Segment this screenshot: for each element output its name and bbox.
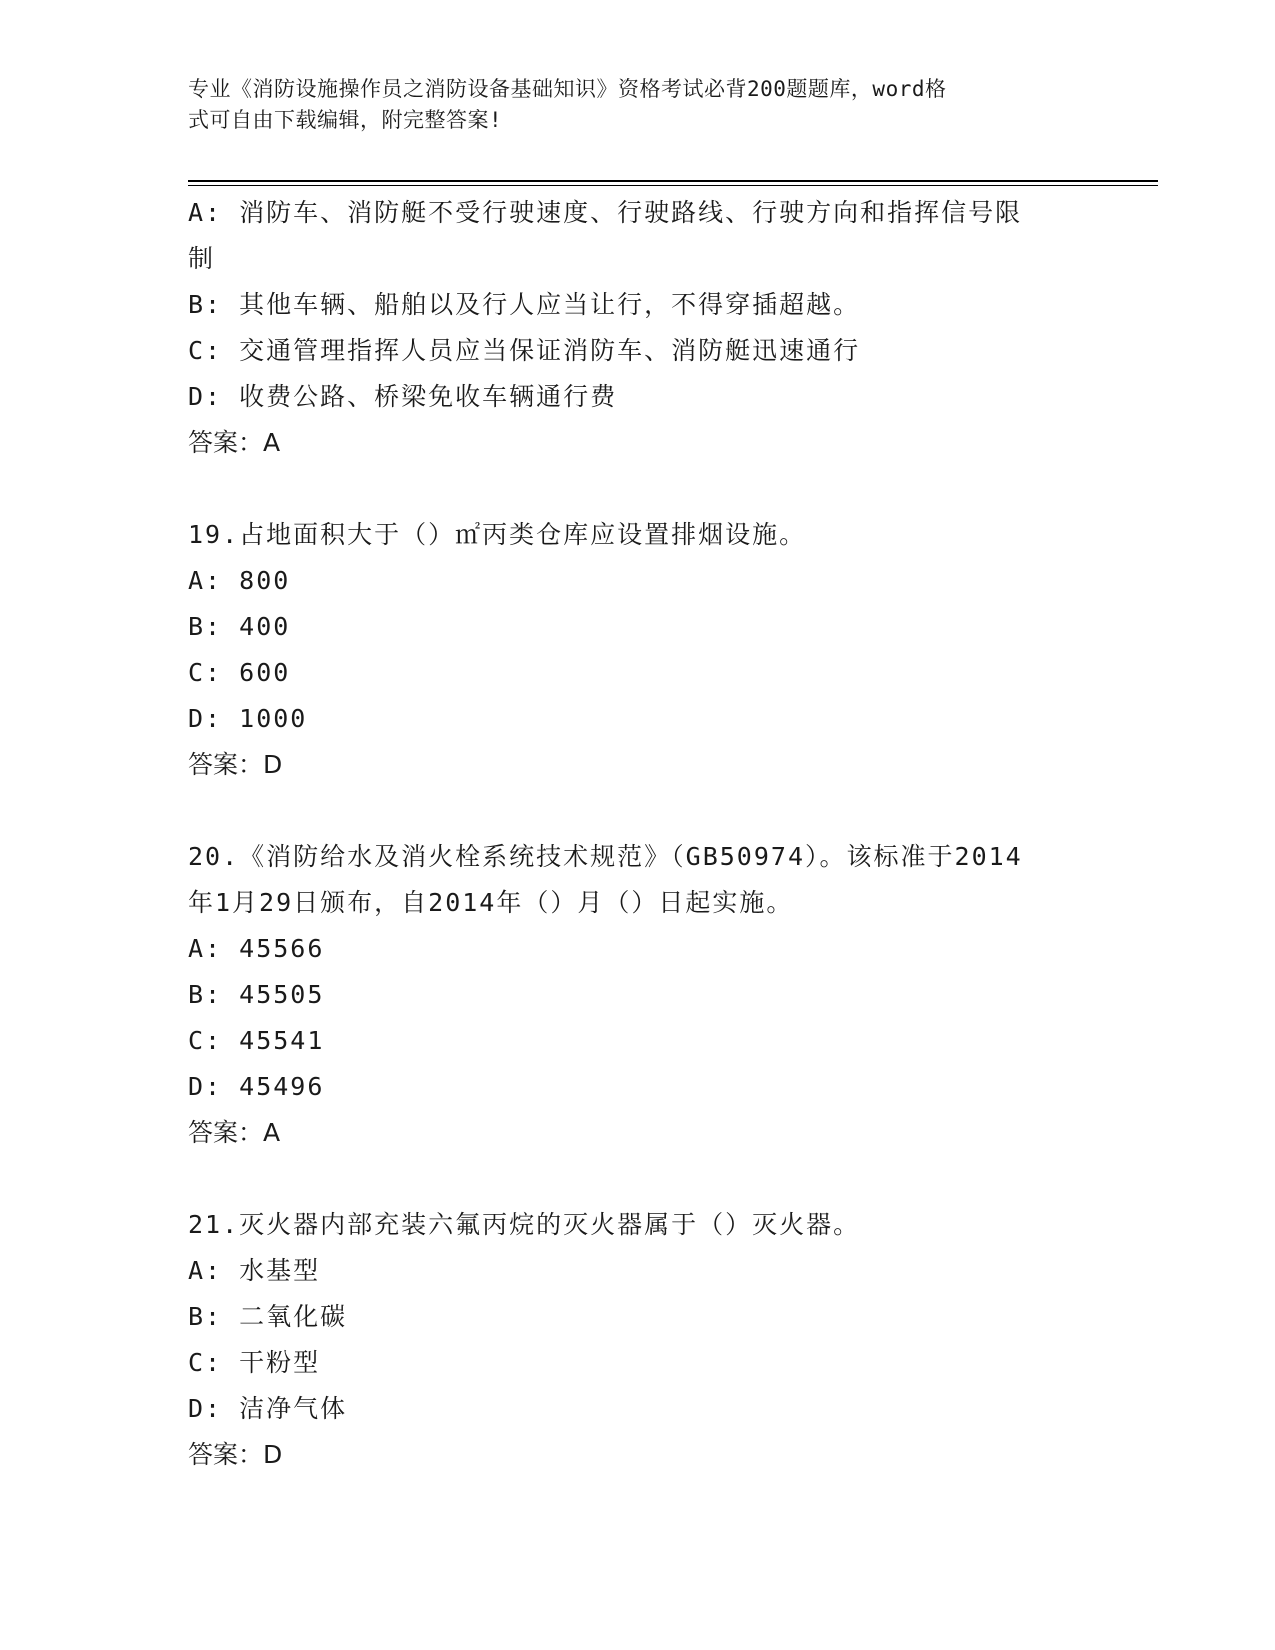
option-d: D: 洁净气体: [188, 1394, 348, 1423]
option-d: D: 45496: [188, 1072, 325, 1101]
answer: 答案：D: [188, 1440, 283, 1469]
option-a: A: 45566: [188, 934, 325, 963]
question-20: [188, 834, 1088, 1156]
option-b: B: 其他车辆、船舶以及行人应当让行，不得穿插超越。: [188, 290, 861, 319]
question-text-continued: 年1月29日颁布，自2014年（）月（）日起实施。: [188, 888, 794, 917]
answer: 答案：A: [188, 428, 281, 457]
header-line-1: 专业《消防设施操作员之消防设备基础知识》资格考试必背200题题库，word格: [188, 77, 947, 101]
option-b: B: 二氧化碳: [188, 1302, 348, 1331]
option-c: C: 45541: [188, 1026, 325, 1055]
option-a: A: 水基型: [188, 1256, 321, 1285]
spacer: [188, 466, 1088, 512]
option-a-continued: 制: [188, 244, 216, 273]
spacer: [188, 1156, 1088, 1202]
question-21: [188, 1202, 1088, 1478]
document-header: [188, 74, 1068, 136]
answer: 答案：D: [188, 750, 283, 779]
header-divider-thin: [188, 185, 1158, 186]
option-c: C: 600: [188, 658, 291, 687]
question-19: [188, 512, 1088, 788]
option-c: C: 干粉型: [188, 1348, 321, 1377]
question-18: [188, 190, 1088, 466]
option-b: B: 400: [188, 612, 291, 641]
spacer: [188, 788, 1088, 834]
question-text: 20.《消防给水及消火栓系统技术规范》（GB50974）。该标准于2014: [188, 842, 1023, 871]
question-text: 19.占地面积大于（）㎡丙类仓库应设置排烟设施。: [188, 520, 807, 549]
header-line-2: 式可自由下载编辑，附完整答案!: [188, 108, 503, 132]
question-text: 21.灭火器内部充装六氟丙烷的灭火器属于（）灭火器。: [188, 1210, 861, 1239]
option-c: C: 交通管理指挥人员应当保证消防车、消防艇迅速通行: [188, 336, 861, 365]
question-list: [188, 190, 1088, 1478]
option-d: D: 收费公路、桥梁免收车辆通行费: [188, 382, 618, 411]
option-a: A: 消防车、消防艇不受行驶速度、行驶路线、行驶方向和指挥信号限: [188, 198, 1023, 227]
option-b: B: 45505: [188, 980, 325, 1009]
header-divider-thick: [188, 180, 1158, 182]
answer: 答案：A: [188, 1118, 281, 1147]
option-a: A: 800: [188, 566, 291, 595]
option-d: D: 1000: [188, 704, 308, 733]
